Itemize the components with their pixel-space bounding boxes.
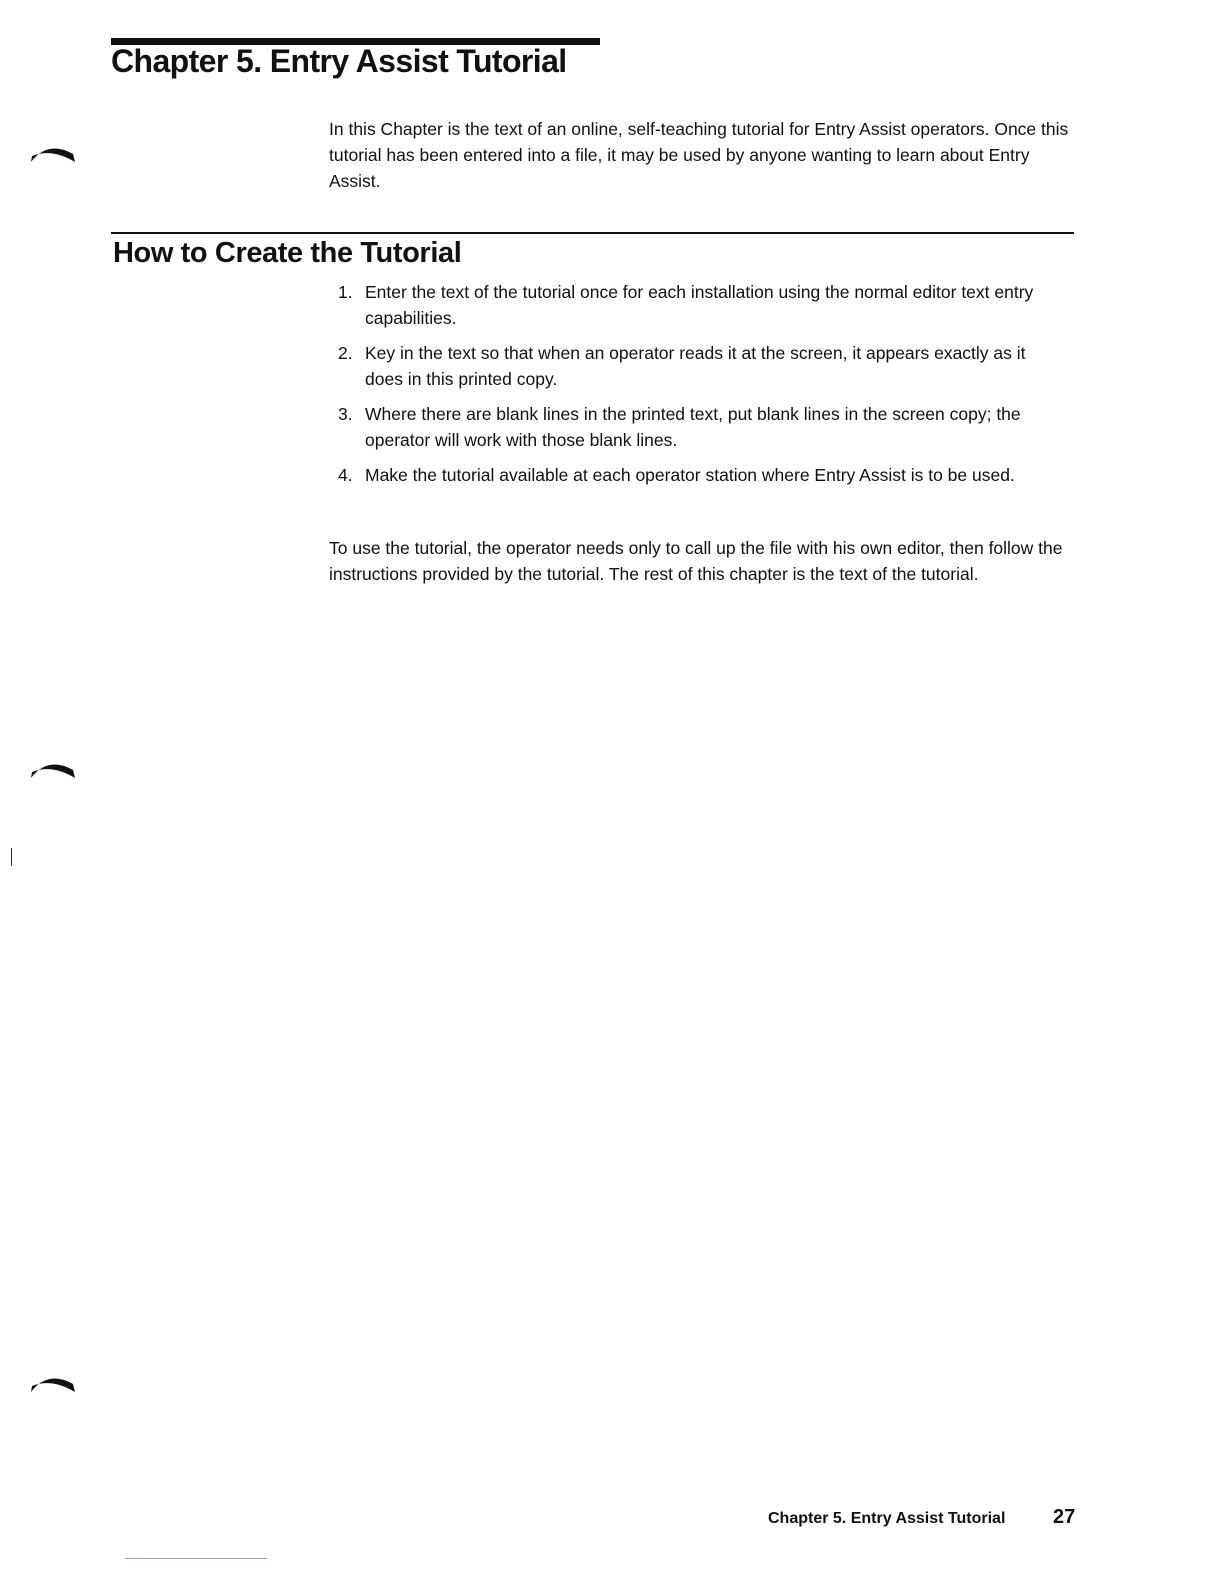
step-text: Where there are blank lines in the printed text, put blank lines in the screen copy; the operator will work with those blank lines. bbox=[365, 404, 1021, 450]
list-item bbox=[338, 279, 1068, 331]
list-item bbox=[338, 340, 1068, 392]
step-text: Key in the text so that when an operator reads it at the screen, it appears exactly as it does in this printed copy. bbox=[365, 343, 1026, 389]
step-text: Enter the text of the tutorial once for each installation using the normal editor text entry capabilities. bbox=[365, 282, 1034, 328]
step-number: 4. bbox=[338, 465, 353, 485]
list-item bbox=[338, 462, 1068, 488]
margin-tick-mark bbox=[11, 848, 12, 866]
bottom-edge-line bbox=[125, 1558, 267, 1559]
section-title: How to Create the Tutorial bbox=[113, 237, 462, 269]
page-number: 27 bbox=[1053, 1506, 1076, 1528]
list-item bbox=[338, 401, 1068, 453]
step-number: 2. bbox=[338, 343, 353, 363]
punch-hole-mark-icon bbox=[28, 1372, 78, 1394]
step-number: 3. bbox=[338, 404, 353, 424]
footer-running-title: Chapter 5. Entry Assist Tutorial bbox=[768, 1510, 1006, 1527]
punch-hole-mark-icon bbox=[28, 758, 78, 780]
closing-paragraph: To use the tutorial, the operator needs only to call up the file with his own editor, then follow the instructions provided by the tutorial. The rest of this chapter is the text of the tutorial. bbox=[329, 538, 1063, 584]
steps-list bbox=[338, 279, 1068, 497]
punch-hole-mark-icon bbox=[28, 142, 78, 164]
chapter-intro-paragraph: In this Chapter is the text of an online, self-teaching tutorial for Entry Assist operators. Once this tutorial has been entered into a file, it may be used by anyone wanting to learn about Entry Assist. bbox=[329, 119, 1069, 191]
section-rule bbox=[111, 232, 1074, 234]
chapter-title: Chapter 5. Entry Assist Tutorial bbox=[111, 43, 567, 79]
step-text: Make the tutorial available at each operator station where Entry Assist is to be used. bbox=[365, 465, 1015, 485]
step-number: 1. bbox=[338, 282, 353, 302]
